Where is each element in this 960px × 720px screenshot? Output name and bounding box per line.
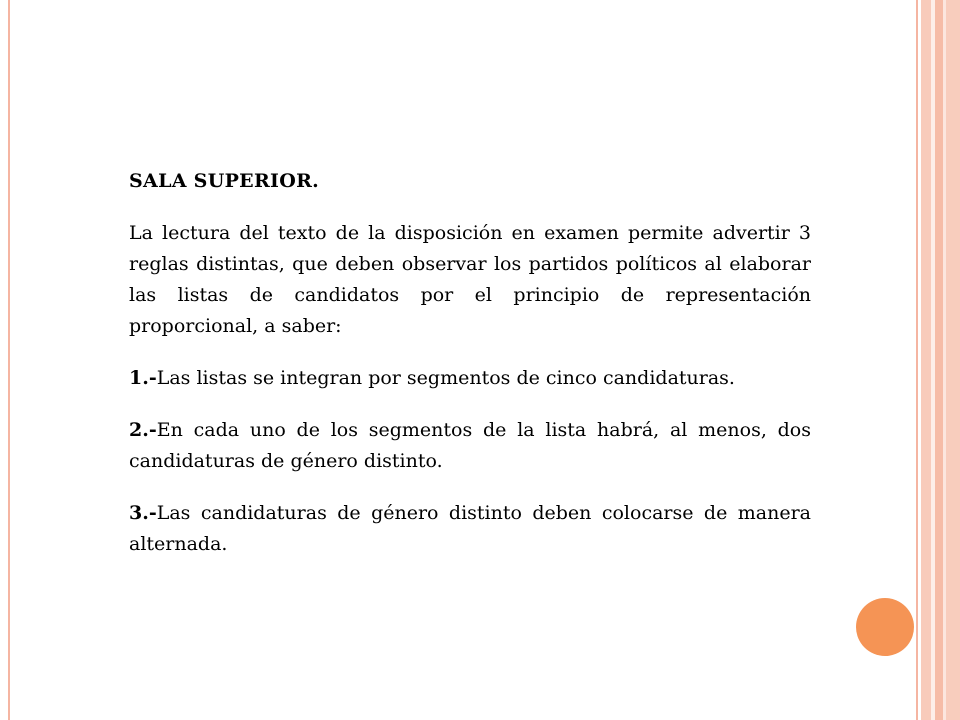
- rule-text: Las listas se integran por segmentos de cinco candidaturas.: [156, 367, 735, 389]
- rule-text: En cada uno de los segmentos de la lista habrá, al menos, dos candidaturas de género distinto.: [129, 419, 811, 472]
- slide-heading: SALA SUPERIOR.: [129, 170, 320, 192]
- rule-number: 2.-: [129, 419, 157, 441]
- rule-text: Las candidaturas de género distinto deben colocarse de manera alternada.: [129, 502, 811, 555]
- side-stripe: [921, 0, 931, 720]
- intro-paragraph: La lectura del texto de la disposición en examen permite advertir 3 reglas distintas, que deben observar los partidos políticos al elaborar las listas de candidatos por el principio de representación proporcional, a saber:: [129, 222, 811, 337]
- rule-number: 3.-: [129, 502, 157, 524]
- rule-item: [129, 363, 811, 394]
- right-frame-line: [916, 0, 918, 720]
- rule-number: 1.-: [129, 367, 157, 389]
- slide-content: [129, 166, 811, 581]
- rule-item: [129, 498, 811, 560]
- decorative-circle: [856, 598, 914, 656]
- side-stripe: [935, 0, 943, 720]
- left-frame-line: [8, 0, 10, 720]
- rule-item: [129, 415, 811, 477]
- side-stripe: [946, 0, 960, 720]
